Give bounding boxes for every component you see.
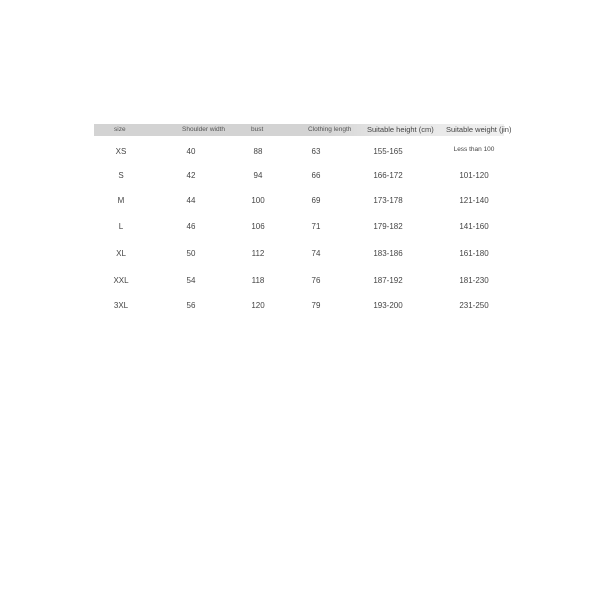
cell-clothing-length: 74: [311, 249, 321, 258]
cell-bust: 100: [251, 196, 265, 205]
cell-size: S: [118, 171, 124, 180]
cell-bust: 112: [251, 249, 265, 258]
cell-suitable-height: 166-172: [373, 171, 403, 180]
cell-clothing-length: 63: [311, 147, 321, 156]
cell-suitable-height: 179-182: [373, 222, 403, 231]
cell-clothing-length: 71: [311, 222, 321, 231]
cell-clothing-length: 79: [311, 301, 321, 310]
cell-shoulder-width: 54: [186, 276, 196, 285]
cell-size: 3XL: [113, 301, 129, 310]
header-size: size: [114, 126, 126, 133]
header-shoulder-width: Shoulder width: [182, 126, 225, 133]
cell-clothing-length: 69: [311, 196, 321, 205]
cell-bust: 118: [251, 276, 265, 285]
cell-suitable-height: 155-165: [373, 147, 403, 156]
cell-size: M: [117, 196, 125, 205]
cell-suitable-height: 183-186: [373, 249, 403, 258]
cell-size: XL: [116, 249, 126, 258]
cell-shoulder-width: 44: [186, 196, 196, 205]
cell-suitable-height: 187-192: [373, 276, 403, 285]
cell-suitable-weight: 101-120: [459, 171, 489, 180]
cell-suitable-height: 173-178: [373, 196, 403, 205]
cell-bust: 94: [253, 171, 263, 180]
header-suitable-weight: Suitable weight (jin): [446, 125, 512, 134]
cell-suitable-weight: 141-160: [459, 222, 489, 231]
cell-suitable-weight: 231-250: [459, 301, 489, 310]
cell-clothing-length: 76: [311, 276, 321, 285]
cell-bust: 120: [251, 301, 265, 310]
cell-shoulder-width: 42: [186, 171, 196, 180]
cell-size: XS: [115, 147, 127, 156]
cell-shoulder-width: 46: [186, 222, 196, 231]
table-header-bar: [94, 124, 504, 136]
cell-suitable-weight: 121-140: [459, 196, 489, 205]
cell-suitable-height: 193-200: [373, 301, 403, 310]
cell-suitable-weight: 181-230: [459, 276, 489, 285]
header-clothing-length: Clothing length: [308, 126, 352, 133]
header-bust: bust: [251, 126, 264, 133]
cell-suitable-weight: 161-180: [459, 249, 489, 258]
cell-suitable-weight: Less than 100: [453, 146, 495, 153]
cell-bust: 88: [253, 147, 263, 156]
cell-clothing-length: 66: [311, 171, 321, 180]
cell-size: XXL: [113, 276, 129, 285]
cell-bust: 106: [251, 222, 265, 231]
cell-shoulder-width: 40: [186, 147, 196, 156]
cell-shoulder-width: 50: [186, 249, 196, 258]
cell-size: L: [118, 222, 124, 231]
header-suitable-height: Suitable height (cm): [367, 125, 434, 134]
cell-shoulder-width: 56: [186, 301, 196, 310]
